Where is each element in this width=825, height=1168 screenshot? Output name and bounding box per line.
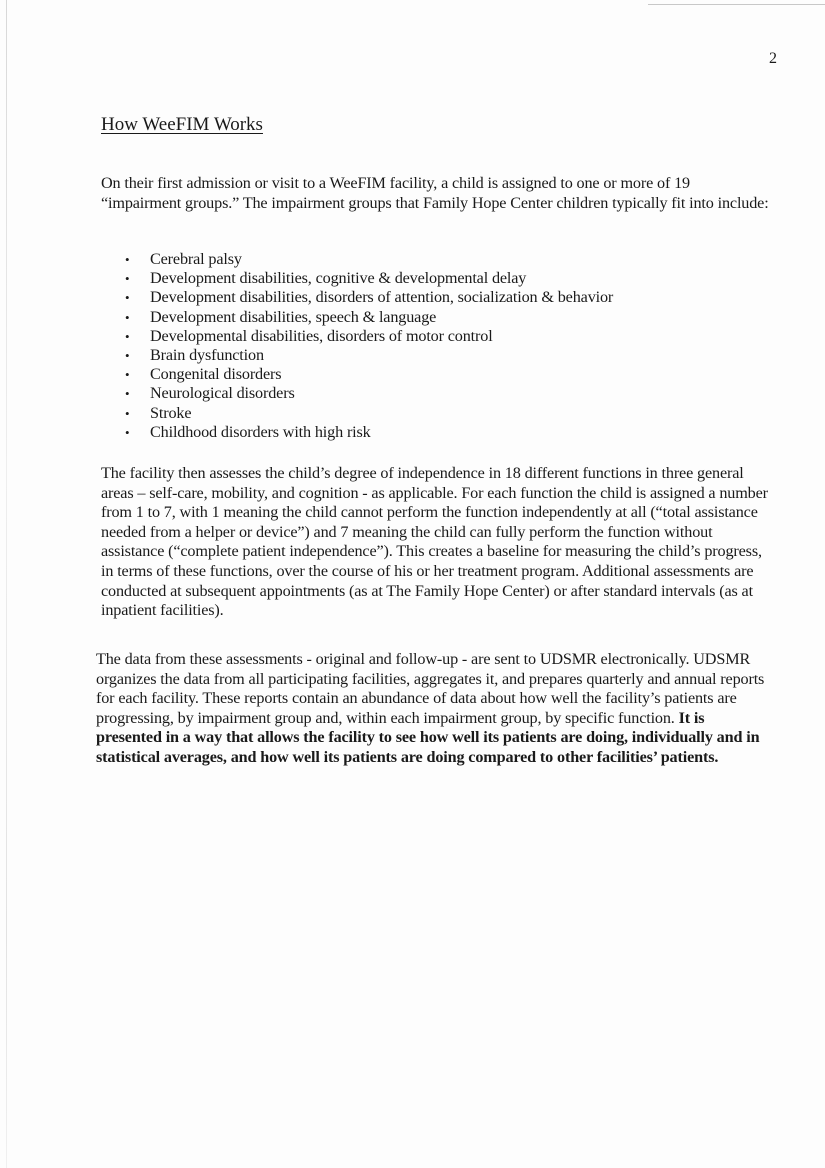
list-item-text: Developmental disabilities, disorders of motor control	[150, 326, 493, 345]
data-paragraph	[96, 650, 772, 768]
list-item	[123, 384, 613, 403]
bullet-icon: •	[125, 328, 130, 344]
list-item-text: Development disabilities, speech & language	[150, 307, 437, 326]
intro-paragraph: On their first admission or visit to a WeeFIM facility, a child is assigned to one or more of 19 “impairment groups.” The impairment groups that Family Hope Center children typically fit into include:	[101, 174, 769, 212]
list-item	[123, 423, 613, 442]
list-item	[123, 365, 613, 384]
list-item	[123, 308, 613, 327]
list-item-text: Brain dysfunction	[150, 346, 264, 365]
list-item-text: Childhood disorders with high risk	[150, 422, 371, 441]
scan-edge-left	[6, 0, 7, 1168]
list-item	[123, 404, 613, 423]
bullet-icon: •	[125, 348, 130, 364]
bullet-icon: •	[125, 386, 130, 402]
list-item-text: Development disabilities, cognitive & developmental delay	[150, 269, 527, 288]
assessment-paragraph: The facility then assesses the child’s degree of independence in 18 different functions in three general areas – self-care, mobility, and cognition - as applicable. For each function the child is assigned a number from 1 to 7, with 1 meaning the child cannot perform the function independently at all (“total assistance needed from a helper or device”) and 7 meaning the child can fully perform the function without assistance (“complete patient independence”). This creates a baseline for measuring the child’s progress, in terms of these functions, over the course of his or her treatment program. Additional assessments are conducted at subsequent appointments (as at The Family Hope Center) or after standard intervals (as at inpatient facilities).	[101, 464, 768, 620]
list-item	[123, 250, 613, 269]
page-number: 2	[769, 50, 777, 67]
bullet-icon: •	[125, 290, 130, 306]
list-item-text: Neurological disorders	[150, 384, 295, 403]
scan-edge-top	[648, 4, 825, 5]
list-item-text: Congenital disorders	[150, 365, 282, 384]
bullet-icon: •	[125, 309, 130, 325]
bullet-icon: •	[125, 367, 130, 383]
data-paragraph-emphasis: It is presented in a way that allows the facility to see how well its patients are doing, individually and in statistical averages, and how well its patients are doing compared to other facilities’ patients.	[96, 708, 760, 766]
list-item	[123, 269, 613, 288]
list-item	[123, 346, 613, 365]
list-item	[123, 288, 613, 307]
bullet-icon: •	[125, 424, 130, 440]
data-paragraph-text: The data from these assessments - original and follow-up - are sent to UDSMR electronically. UDSMR organizes the data from all participating facilities, aggregates it, and prepares quarterly and annual reports for each facility. These reports contain an abundance of data about how well the facility’s patients are progressing, by impairment group and, within each impairment group, by specific function.	[96, 650, 765, 727]
list-item-text: Cerebral palsy	[150, 250, 242, 268]
list-item	[123, 327, 613, 346]
list-item-text: Stroke	[150, 403, 192, 422]
bullet-icon: •	[125, 405, 130, 421]
list-item-text: Development disabilities, disorders of attention, socialization & behavior	[150, 288, 614, 307]
bullet-icon: •	[125, 252, 130, 267]
bullet-icon: •	[125, 271, 130, 287]
section-heading: How WeeFIM Works	[101, 114, 263, 135]
impairment-group-list	[123, 250, 613, 442]
